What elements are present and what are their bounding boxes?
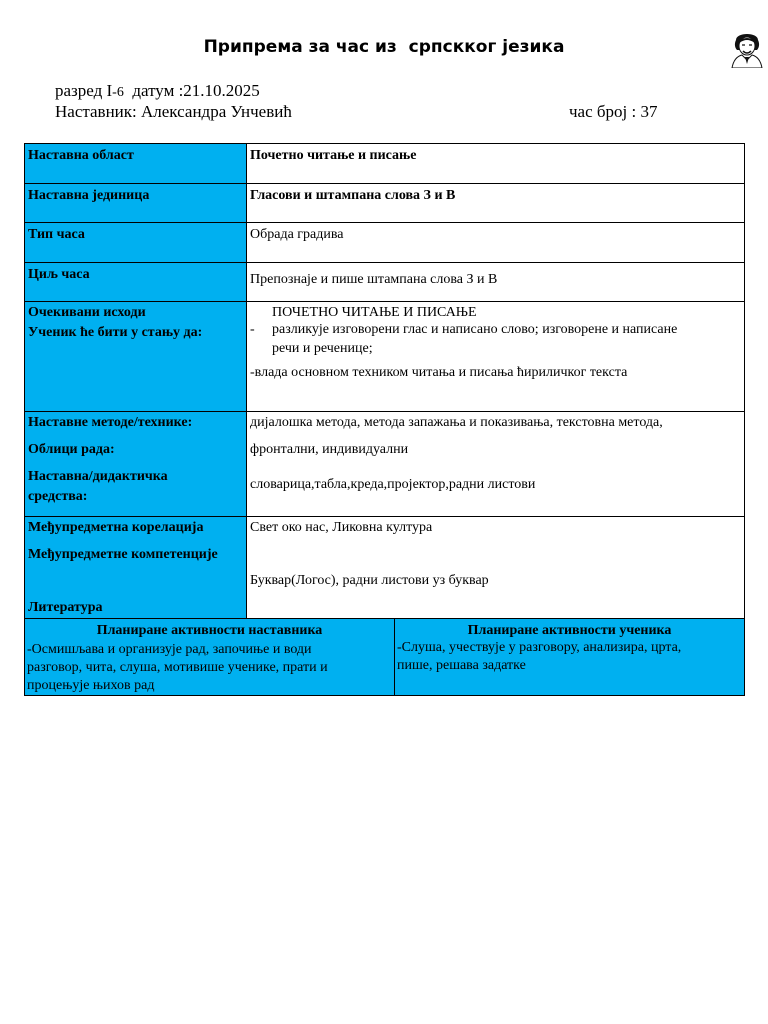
means-label-1: Наставна/дидактичка xyxy=(28,469,168,484)
type-value: Обрада градива xyxy=(246,222,745,263)
teacher-name: Наставник: Александра Унчевић xyxy=(55,102,292,121)
teacher-activities-heading: Планиране активности наставника xyxy=(96,623,323,638)
literature-label: Литература xyxy=(28,600,103,615)
forms-label: Облици рада: xyxy=(28,442,115,457)
type-label: Тип часа xyxy=(24,222,247,263)
teacher-activities-line-2: разговор, чита, слуша, мотивише ученике, прати и xyxy=(27,660,328,675)
teacher-activities-line-1: -Осмишљава и организује рад, започиње и води xyxy=(27,642,312,657)
outcomes-item-2: -влада основном техником читања и писања ћириличког текста xyxy=(250,365,628,380)
correlation-label: Међупредметна корелација xyxy=(28,520,204,535)
student-activities-line-2: пише, решава задатке xyxy=(397,658,526,673)
student-activities-line-1: -Слуша, учествује у разговору, анализира, црта, xyxy=(397,640,682,655)
forms-value: фронтални, индивидуални xyxy=(250,442,409,457)
outcomes-label-cell xyxy=(24,301,247,412)
outcomes-value-cell xyxy=(246,301,745,412)
outcomes-label-1: Очекивани исходи xyxy=(28,305,146,320)
teacher-activities-cell xyxy=(24,618,395,696)
area-label: Наставна област xyxy=(24,143,247,184)
outcomes-item-1b: речи и реченице; xyxy=(272,341,373,356)
methods-value-cell xyxy=(246,411,745,517)
unit-label: Наставна јединица xyxy=(24,183,247,223)
literature-value: Буквар(Логос), радни листови уз буквар xyxy=(250,573,489,588)
grade-date-line xyxy=(55,81,260,101)
lesson-plan-table xyxy=(24,143,745,696)
lesson-number: час број : 37 xyxy=(569,102,658,121)
outcomes-item-1a: разликује изговорени глас и написано слово; изговорене и написане xyxy=(272,322,678,337)
methods-label: Наставне методе/технике: xyxy=(28,415,193,430)
teacher-activities-line-3: процењује њихов рад xyxy=(27,678,155,693)
goal-value: Препознаје и пише штампана слова З и В xyxy=(246,262,745,302)
methods-label-cell xyxy=(24,411,247,517)
correlation-label-cell xyxy=(24,516,247,619)
student-activities-cell xyxy=(394,618,745,696)
means-label-2: средства: xyxy=(28,489,88,504)
outcomes-dash: - xyxy=(250,322,255,337)
area-value: Почетно читање и писање xyxy=(246,143,745,184)
outcomes-heading: ПОЧЕТНО ЧИТАЊЕ И ПИСАЊЕ xyxy=(272,305,477,320)
page-title: Припрема за час из српскког језика xyxy=(203,37,565,57)
means-value: словарица,табла,креда,пројектор,радни листови xyxy=(250,477,536,492)
outcomes-label-2: Ученик ће бити у стању да: xyxy=(28,325,203,340)
methods-value: дијалошка метода, метода запажања и показивања, текстовна метода, xyxy=(250,415,663,430)
unit-value: Гласови и штампана слова З и В xyxy=(246,183,745,223)
grade-text: разред I xyxy=(55,81,113,100)
correlation-value: Свет око нас, Ликовна култура xyxy=(250,520,433,535)
competences-label: Међупредметне компетенције xyxy=(28,547,218,562)
student-activities-heading: Планиране активности ученика xyxy=(467,623,672,638)
author-portrait-icon xyxy=(726,26,768,68)
grade-suffix: -6 xyxy=(112,85,124,100)
date-text: датум :21.10.2025 xyxy=(123,81,260,100)
correlation-value-cell xyxy=(246,516,745,619)
goal-label: Циљ часа xyxy=(24,262,247,302)
